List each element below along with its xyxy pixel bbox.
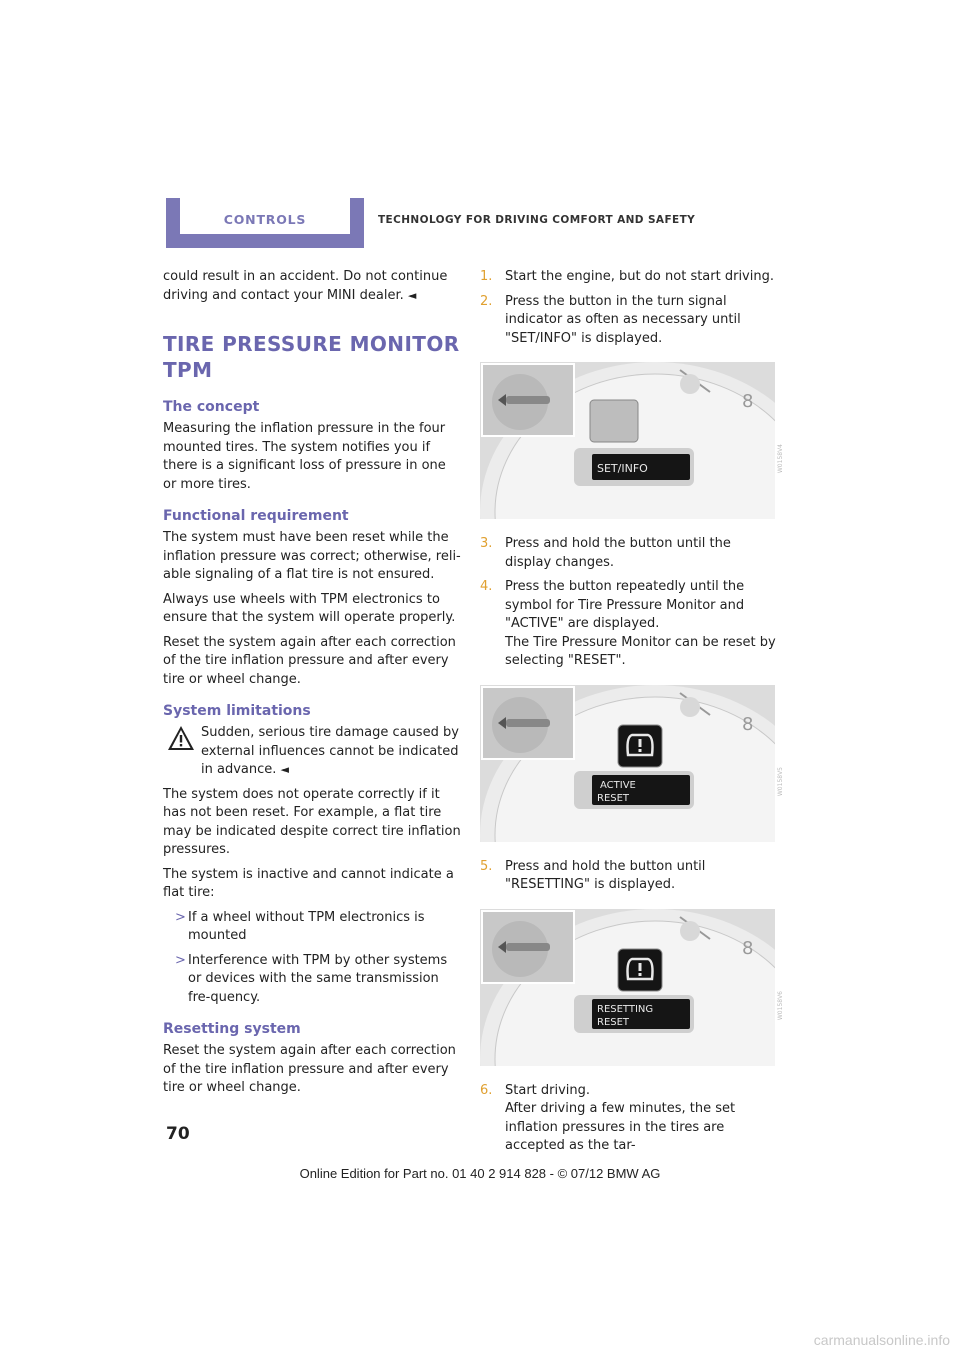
step-text: Press the button in the turn signal indicator as often as necessary until "SET/INFO" is displayed.	[505, 293, 741, 346]
step-text-extra: The Tire Pressure Monitor can be reset by selecting "RESET".	[505, 634, 776, 668]
svg-text:8: 8	[742, 937, 754, 959]
figure-code: W0158V4	[777, 444, 784, 474]
step-text: Press the button repeatedly until the symbol for Tire Pressure Monitor and "ACTIVE" are displayed.	[505, 579, 745, 631]
section-tab-label: CONTROLS	[223, 212, 307, 227]
figure-code: W0158V6	[777, 990, 784, 1020]
bullet-text: Interference with TPM by other systems or devices with the same transmission fre-quency.	[188, 952, 448, 1005]
limitations-p1: The system does not operate correctly if it has not been reset. For example, a flat tire may be indicated despite correct tire inflation pressures.	[163, 786, 461, 857]
right-column	[480, 268, 784, 1162]
intro-paragraph	[163, 268, 463, 305]
step-number: 4.	[480, 579, 493, 594]
concept-heading: The concept	[163, 399, 260, 415]
instrument-cluster-figure	[480, 362, 784, 519]
left-column	[163, 268, 463, 1104]
step-text: Press and hold the button until the display changes.	[505, 536, 731, 570]
bullet-text: If a wheel without TPM electronics is mounted	[188, 909, 425, 943]
step-item	[480, 1082, 780, 1156]
instrument-cluster-image	[480, 685, 775, 842]
display-line1: SET/INFO	[597, 462, 648, 475]
watermark: carmanualsonline.info	[813, 1332, 950, 1348]
step-text: Press and hold the button until "RESETTING" is displayed.	[505, 858, 706, 892]
warning-note	[163, 724, 463, 780]
step-item	[480, 293, 780, 349]
functional-p3: Reset the system again after each correction of the tire inflation pressure and after every tire or wheel change.	[163, 634, 456, 687]
step-text: Start the engine, but do not start driving.	[505, 269, 774, 284]
footer-edition: Online Edition for Part no. 01 40 2 914 828 - © 07/12 BMW AG	[299, 1166, 661, 1181]
display-line1: ACTIVE	[600, 779, 636, 791]
list-item	[163, 952, 463, 1008]
functional-p2: Always use wheels with TPM electronics to ensure that the system will operate properly.	[163, 591, 456, 625]
resetting-heading: Resetting system	[163, 1021, 301, 1037]
display-line2: RESET	[597, 792, 630, 804]
step-number: 5.	[480, 858, 493, 874]
section-tab	[166, 198, 364, 248]
functional-p1: The system must have been reset while the inflation pressure was correct; otherwise, reli-able signaling of a flat tire is not ensured.	[163, 530, 461, 582]
resetting-text: Reset the system again after each correction of the tire inflation pressure and after every tire or wheel change.	[163, 1043, 456, 1095]
list-item	[163, 909, 463, 946]
step-item	[480, 535, 780, 572]
functional-heading: Functional requirement	[163, 508, 349, 524]
limitations-p2: The system is inactive and cannot indicate a flat tire:	[163, 866, 454, 900]
chapter-title: TECHNOLOGY FOR DRIVING COMFORT AND SAFETY	[378, 214, 696, 226]
step-item	[480, 578, 780, 671]
instrument-cluster-figure	[480, 909, 784, 1066]
step-text: Start driving.	[505, 1082, 591, 1098]
end-mark-icon: ◄	[280, 763, 289, 776]
display-line2: RESET	[597, 1016, 630, 1028]
intro-text: could result in an accident. Do not continue driving and contact your MINI dealer.	[163, 269, 448, 303]
section-title	[163, 331, 463, 383]
instrument-cluster-image	[480, 362, 775, 519]
concept-text: Measuring the inflation pressure in the four mounted tires. The system notifies you if there is a significant loss of pressure in one or more tires.	[163, 421, 446, 492]
bullet-arrow-icon: >	[175, 909, 186, 925]
instrument-cluster-figure	[480, 685, 784, 842]
warning-text: Sudden, serious tire damage caused by external influences cannot be indicated in advance.	[201, 725, 459, 777]
instrument-cluster-image	[480, 909, 775, 1066]
display-line1: RESETTING	[597, 1003, 654, 1015]
bullet-arrow-icon: >	[175, 952, 186, 968]
step-number: 1.	[480, 269, 493, 284]
step-text-extra: After driving a few minutes, the set inflation pressures in the tires are accepted as the tar-	[505, 1101, 736, 1153]
section-title-line1: TIRE PRESSURE MONITOR	[163, 332, 460, 356]
svg-text:8: 8	[742, 713, 754, 735]
step-item	[480, 858, 780, 895]
step-item	[480, 268, 780, 287]
page-number: 70	[166, 1124, 190, 1144]
figure-code: W0158V5	[777, 766, 784, 796]
warning-triangle-icon	[167, 725, 195, 751]
limitations-heading: System limitations	[163, 703, 311, 719]
svg-text:8: 8	[742, 391, 754, 412]
step-number: 2.	[480, 293, 493, 309]
section-title-line2: TPM	[163, 358, 213, 382]
step-number: 6.	[480, 1082, 493, 1098]
end-mark-icon: ◄	[407, 288, 417, 302]
step-number: 3.	[480, 536, 493, 551]
